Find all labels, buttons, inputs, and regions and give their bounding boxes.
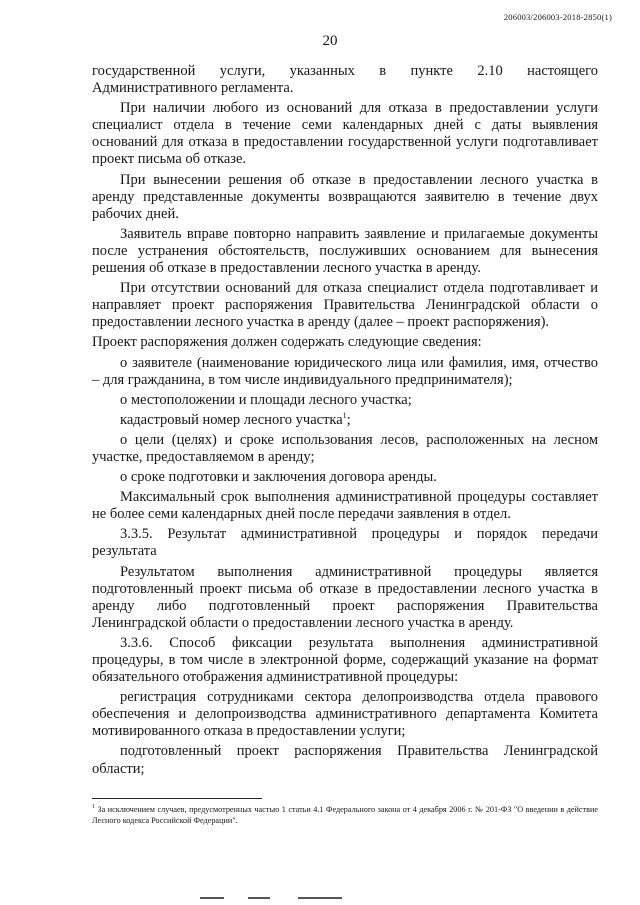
footnote-divider — [92, 798, 262, 799]
list-item: о цели (целях) и сроке использования лесов, расположенных на лесном участке, предоставляемом в аренду; — [92, 431, 598, 465]
paragraph: Максимальный срок выполнения административной процедуры составляет не более семи календарных дней после передачи заявления в отдел. — [92, 489, 598, 523]
document-id: 206003/206003-2018-2850(1) — [503, 12, 612, 22]
page-number: 20 — [322, 33, 338, 49]
section-heading: 3.3.6. Способ фиксации результата выполнения административной процедуры, в том числе в электронной форме, содержащий указание на формат обязательного отображения административной процедуры: — [92, 634, 598, 686]
paragraph: При отсутствии оснований для отказа специалист отдела подготавливает и направляет проект распоряжения Правительства Ленинградской области о предоставлении лесного участка в аренду (далее – проект распоряжения). — [92, 280, 598, 331]
list-item: кадастровый номер лесного участка$^1$; — [120, 410, 351, 428]
footnote — [92, 804, 598, 826]
list-item: о сроке подготовки и заключения договора аренды. — [120, 469, 437, 486]
list-item: о заявителе (наименование юридического лица или фамилия, имя, отчество – для гражданина, в том числе индивидуального предпринимателя); — [92, 354, 598, 388]
paragraph: подготовленный проект распоряжения Правительства Ленинградской области; — [92, 743, 598, 777]
scan-edge-marks — [200, 897, 370, 901]
paragraph: Проект распоряжения должен содержать следующие сведения: — [92, 334, 482, 351]
list-item: о местоположении и площади лесного участка; — [120, 391, 412, 408]
paragraph: При наличии любого из оснований для отказа в предоставлении услуги специалист отдела в течение семи календарных дней с даты выявления оснований для отказа в предоставлении государственной услуги подготавливает проект письма об отказе. — [92, 100, 598, 168]
paragraph: государственной услуги, указанных в пункте 2.10 настоящего Административного регламента. — [92, 63, 598, 97]
paragraph: регистрация сотрудниками сектора делопроизводства отдела правового обеспечения и делопроизводства административного департамента Комитета мотивированного отказа в предоставлении услуги; — [92, 689, 598, 740]
section-heading: 3.3.5. Результат административной процедуры и порядок передачи результата — [92, 526, 598, 560]
footnote-reference: 1 — [342, 410, 347, 420]
footnote-text: За исключением случаев, предусмотренных частью 1 статьи 4.1 Федерального закона от 4 декабря 2006 г. № 201-ФЗ "О введении в действие Лесного кодекса Российской Федерации". — [92, 805, 598, 825]
footnote-mark: 1 — [92, 804, 95, 810]
paragraph: Заявитель вправе повторно направить заявление и прилагаемые документы после устранения обстоятельств, послуживших основанием для вынесения решения об отказе в предоставлении лесного участка в аренду. — [92, 225, 598, 277]
body-text — [92, 63, 598, 781]
paragraph: При вынесении решения об отказе в предоставлении лесного участка в аренду представленные документы возвращаются заявителю в течение двух рабочих дней. — [92, 171, 598, 222]
paragraph: Результатом выполнения административной процедуры является подготовленный проект письма об отказе в предоставлении лесного участка в аренду либо подготовленный проект распоряжения Правительства Ленинградской области о предоставлении лесного участка в аренду. — [92, 563, 598, 631]
